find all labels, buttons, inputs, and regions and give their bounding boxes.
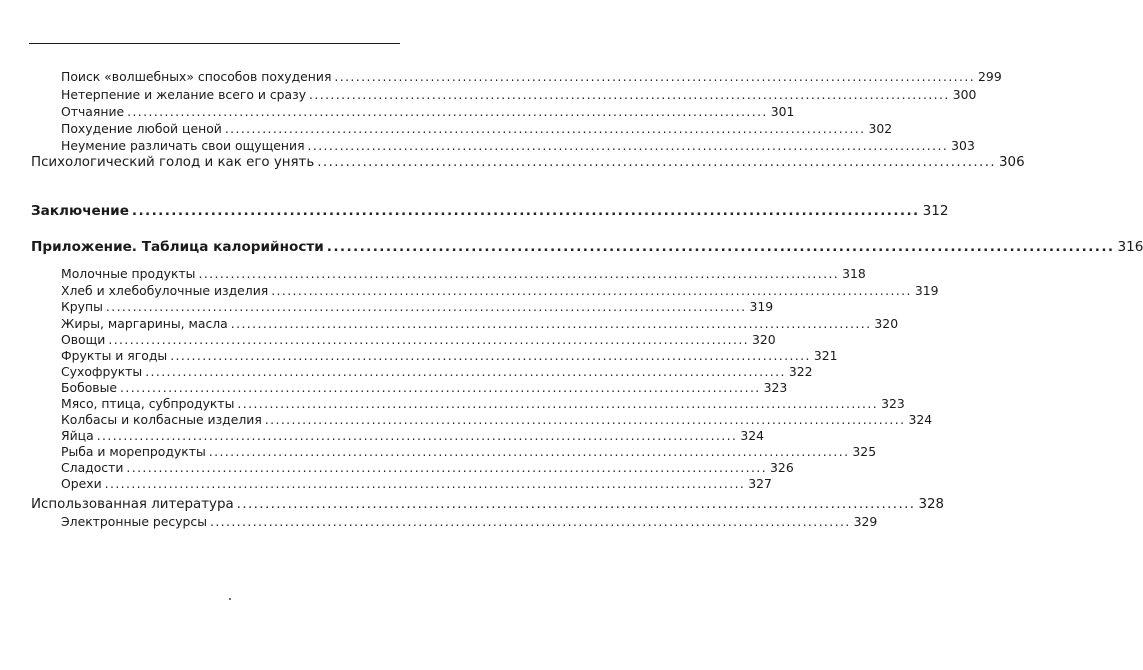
toc-entry-title: Хлеб и хлебобулочные изделия	[61, 283, 269, 298]
toc-entry-title: Электронные ресурсы	[61, 514, 207, 529]
toc-leader-dots: ........................................................................................................................	[120, 380, 761, 395]
toc-entry-title: Приложение. Таблица калорийности	[31, 239, 324, 255]
toc-entry-title: Крупы	[61, 299, 103, 314]
toc-entry-title: Поиск «волшебных» способов похудения	[61, 69, 332, 84]
toc-leader-dots: ........................................................................................................................	[334, 69, 976, 84]
toc-entry[interactable]	[61, 299, 774, 314]
toc-entry-page: 323	[763, 380, 788, 395]
toc-entry[interactable]	[61, 332, 776, 347]
toc-entry-page: 324	[740, 428, 764, 443]
toc-entry-title: Жиры, маргарины, масла	[61, 316, 228, 331]
toc-leader-dots: ........................................................................................................................	[104, 476, 746, 491]
toc-leader-dots: ........................................................................................................................	[237, 396, 879, 411]
toc-leader-dots: ........................................................................................................................	[307, 138, 949, 153]
header-rule	[29, 43, 400, 44]
toc-entry[interactable]	[61, 444, 877, 459]
toc-leader-dots: ........................................................................................................................	[208, 444, 850, 459]
toc-entry-page: 319	[749, 299, 774, 314]
toc-entry[interactable]	[61, 348, 838, 363]
toc-leader-dots: ........................................................................................................................	[326, 239, 1115, 255]
toc-leader-dots: ........................................................................................................................	[131, 203, 920, 219]
toc-entry-page: 299	[978, 69, 1002, 84]
toc-entry-page: 324	[908, 412, 933, 427]
toc-entry-chapter[interactable]	[31, 239, 1143, 255]
toc-entry-page: 320	[874, 316, 899, 331]
toc-entry-page: 302	[868, 121, 893, 136]
toc-entry-page: 321	[813, 348, 838, 363]
toc-entry-page: 312	[922, 203, 949, 219]
toc-entry-page: 327	[748, 476, 772, 491]
toc-entry[interactable]	[61, 460, 794, 475]
toc-entry-page: 319	[914, 283, 939, 298]
toc-entry[interactable]	[31, 497, 944, 512]
toc-entry-page: 316	[1117, 239, 1143, 255]
toc-entry[interactable]	[61, 69, 1002, 84]
toc-entry-title: Орехи	[61, 476, 102, 491]
toc-entry-title: Рыба и морепродукты	[61, 444, 206, 459]
toc-entry-page: 325	[852, 444, 877, 459]
toc-entry-title: Яйца	[61, 428, 94, 443]
toc-leader-dots: ........................................................................................................................	[127, 104, 768, 119]
toc-entry-page: 303	[951, 138, 975, 153]
toc-leader-dots: ........................................................................................................................	[145, 364, 786, 379]
toc-entry[interactable]	[61, 428, 764, 443]
toc-entry-page: 326	[770, 460, 794, 475]
toc-entry-title: Неумение различать свои ощущения	[61, 138, 305, 153]
toc-leader-dots: ........................................................................................................................	[126, 460, 768, 475]
toc-entry-page: 318	[842, 266, 866, 281]
toc-entry[interactable]	[61, 138, 975, 153]
toc-entry-title: Молочные продукты	[61, 266, 196, 281]
toc-entry-title: Овощи	[61, 332, 106, 347]
toc-entry[interactable]	[61, 396, 905, 411]
toc-leader-dots: ........................................................................................................................	[236, 497, 916, 512]
toc-entry-title: Использованная литература	[31, 497, 234, 512]
toc-entry[interactable]	[61, 476, 772, 491]
toc-leader-dots: ........................................................................................................................	[271, 283, 912, 298]
toc-leader-dots: ........................................................................................................................	[224, 121, 866, 136]
toc-leader-dots: ........................................................................................................................	[317, 155, 997, 170]
toc-entry-page: 301	[770, 104, 795, 119]
toc-entry-title: Колбасы и колбасные изделия	[61, 412, 262, 427]
toc-leader-dots: ........................................................................................................................	[170, 348, 811, 363]
toc-entry-page: 329	[853, 514, 878, 529]
toc-entry-page: 322	[788, 364, 813, 379]
toc-entry[interactable]	[61, 121, 893, 136]
toc-entry-chapter[interactable]	[31, 203, 949, 219]
toc-entry-title: Отчаяние	[61, 104, 125, 119]
toc-entry-title: Бобовые	[61, 380, 118, 395]
toc-entry-title: Психологический голод и как его унять	[31, 155, 315, 170]
toc-leader-dots: ........................................................................................................................	[198, 266, 840, 281]
toc-entry-title: Фрукты и ягоды	[61, 348, 168, 363]
toc-leader-dots: ........................................................................................................................	[105, 299, 747, 314]
toc-leader-dots: ........................................................................................................................	[209, 514, 851, 529]
toc-entry-page: 306	[999, 155, 1025, 170]
toc-entry-page: 328	[918, 497, 944, 512]
toc-entry[interactable]	[61, 412, 933, 427]
toc-leader-dots: ........................................................................................................................	[96, 428, 738, 443]
toc-entry[interactable]	[61, 316, 899, 331]
toc-entry-page: 300	[952, 87, 977, 102]
toc-entry[interactable]	[61, 104, 795, 119]
toc-entry-title: Заключение	[31, 203, 129, 219]
toc-leader-dots: ........................................................................................................................	[264, 412, 906, 427]
toc-leader-dots: ........................................................................................................................	[309, 87, 950, 102]
toc-entry-title: Похудение любой ценой	[61, 121, 222, 136]
toc-entry[interactable]	[61, 283, 939, 298]
toc-entry[interactable]	[61, 380, 788, 395]
toc-entry[interactable]	[61, 87, 977, 102]
toc-entry[interactable]	[61, 364, 813, 379]
toc-entry[interactable]	[61, 266, 866, 281]
toc-leader-dots: ........................................................................................................................	[230, 316, 872, 331]
toc-entry-title: Нетерпение и желание всего и сразу	[61, 87, 307, 102]
toc-leader-dots: ........................................................................................................................	[108, 332, 750, 347]
toc-entry[interactable]	[61, 514, 878, 529]
toc-entry-page: 323	[881, 396, 905, 411]
toc-entry-title: Мясо, птица, субпродукты	[61, 396, 235, 411]
print-speck	[229, 598, 231, 600]
toc-entry[interactable]	[31, 155, 1025, 170]
toc-entry-title: Сладости	[61, 460, 124, 475]
toc-entry-page: 320	[752, 332, 776, 347]
toc-entry-title: Сухофрукты	[61, 364, 143, 379]
